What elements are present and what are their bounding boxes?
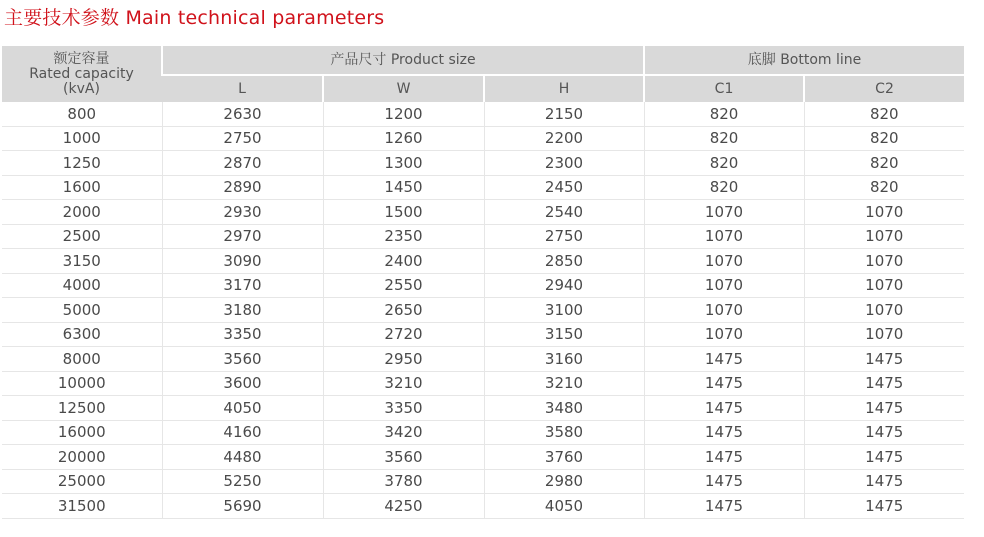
cell-c2: 1475: [804, 445, 964, 470]
cell-l: 3170: [162, 273, 323, 298]
table-row: [2, 273, 964, 298]
cell-c1: 1070: [644, 298, 804, 323]
cell-w: 1260: [323, 126, 484, 151]
cell-capacity: 800: [2, 102, 162, 126]
cell-capacity: 8000: [2, 347, 162, 372]
cell-l: 3600: [162, 371, 323, 396]
column-header-h: H: [484, 75, 644, 102]
cell-h: 3150: [484, 322, 644, 347]
cell-h: 3580: [484, 420, 644, 445]
cell-w: 1300: [323, 151, 484, 176]
cell-c1: 1070: [644, 249, 804, 274]
parameters-table: [2, 46, 964, 519]
cell-l: 4160: [162, 420, 323, 445]
cell-c2: 1070: [804, 224, 964, 249]
rated-capacity-header: [2, 46, 162, 102]
table-row: [2, 347, 964, 372]
cell-c2: 1070: [804, 322, 964, 347]
cell-w: 2350: [323, 224, 484, 249]
cell-c1: 1070: [644, 273, 804, 298]
column-header-l: L: [162, 75, 323, 102]
cell-c2: 1070: [804, 200, 964, 225]
table-row: [2, 396, 964, 421]
cell-c1: 1475: [644, 420, 804, 445]
cell-w: 3350: [323, 396, 484, 421]
table-row: [2, 126, 964, 151]
cell-capacity: 5000: [2, 298, 162, 323]
cell-c2: 1475: [804, 396, 964, 421]
cell-w: 2650: [323, 298, 484, 323]
cell-c1: 820: [644, 151, 804, 176]
cell-w: 3420: [323, 420, 484, 445]
cell-h: 2200: [484, 126, 644, 151]
rated-capacity-header-unit: (kvA): [63, 80, 100, 97]
product-size-header: 产品尺寸 Product size: [162, 46, 644, 75]
rated-capacity-header-en: Rated capacity: [29, 65, 134, 82]
cell-h: 2150: [484, 102, 644, 126]
cell-w: 1200: [323, 102, 484, 126]
table-row: [2, 420, 964, 445]
cell-l: 3180: [162, 298, 323, 323]
cell-capacity: 1250: [2, 151, 162, 176]
cell-c2: 1475: [804, 494, 964, 519]
column-header-c1: C1: [644, 75, 804, 102]
table-row: [2, 371, 964, 396]
cell-c1: 1070: [644, 322, 804, 347]
cell-h: 3160: [484, 347, 644, 372]
cell-c2: 1475: [804, 420, 964, 445]
cell-h: 2850: [484, 249, 644, 274]
cell-capacity: 1000: [2, 126, 162, 151]
cell-l: 2750: [162, 126, 323, 151]
cell-c1: 1475: [644, 371, 804, 396]
cell-c2: 1475: [804, 371, 964, 396]
cell-h: 2750: [484, 224, 644, 249]
cell-capacity: 12500: [2, 396, 162, 421]
cell-h: 3100: [484, 298, 644, 323]
cell-l: 2890: [162, 175, 323, 200]
cell-c1: 1475: [644, 445, 804, 470]
cell-c1: 1475: [644, 494, 804, 519]
cell-c2: 1070: [804, 249, 964, 274]
cell-c1: 1475: [644, 469, 804, 494]
cell-w: 2950: [323, 347, 484, 372]
cell-w: 2720: [323, 322, 484, 347]
cell-h: 2540: [484, 200, 644, 225]
cell-capacity: 3150: [2, 249, 162, 274]
cell-capacity: 25000: [2, 469, 162, 494]
cell-l: 5690: [162, 494, 323, 519]
cell-l: 2630: [162, 102, 323, 126]
table-row: [2, 469, 964, 494]
cell-capacity: 20000: [2, 445, 162, 470]
table-body: [2, 102, 964, 518]
cell-capacity: 4000: [2, 273, 162, 298]
cell-c2: 820: [804, 175, 964, 200]
table-row: [2, 200, 964, 225]
table-row: [2, 322, 964, 347]
cell-l: 3350: [162, 322, 323, 347]
cell-l: 2970: [162, 224, 323, 249]
cell-h: 4050: [484, 494, 644, 519]
cell-c1: 820: [644, 102, 804, 126]
rated-capacity-header-cn: 额定容量: [53, 50, 110, 67]
cell-capacity: 10000: [2, 371, 162, 396]
cell-w: 1500: [323, 200, 484, 225]
cell-c1: 1070: [644, 200, 804, 225]
cell-l: 4050: [162, 396, 323, 421]
cell-w: 3780: [323, 469, 484, 494]
cell-c1: 1070: [644, 224, 804, 249]
cell-capacity: 31500: [2, 494, 162, 519]
cell-h: 2300: [484, 151, 644, 176]
cell-capacity: 2000: [2, 200, 162, 225]
cell-capacity: 2500: [2, 224, 162, 249]
cell-w: 3210: [323, 371, 484, 396]
table-row: [2, 298, 964, 323]
cell-h: 3210: [484, 371, 644, 396]
cell-c2: 1475: [804, 347, 964, 372]
table-row: [2, 175, 964, 200]
cell-h: 2980: [484, 469, 644, 494]
table-row: [2, 494, 964, 519]
cell-w: 3560: [323, 445, 484, 470]
cell-capacity: 1600: [2, 175, 162, 200]
cell-c2: 820: [804, 102, 964, 126]
cell-l: 3560: [162, 347, 323, 372]
cell-l: 2930: [162, 200, 323, 225]
cell-h: 3480: [484, 396, 644, 421]
cell-c1: 1475: [644, 396, 804, 421]
cell-c1: 1475: [644, 347, 804, 372]
page-title: 主要技术参数 Main technical parameters: [4, 7, 385, 29]
cell-h: 2940: [484, 273, 644, 298]
cell-c2: 820: [804, 126, 964, 151]
table-row: [2, 445, 964, 470]
cell-capacity: 6300: [2, 322, 162, 347]
cell-h: 3760: [484, 445, 644, 470]
table-header-row: [2, 46, 964, 75]
cell-w: 4250: [323, 494, 484, 519]
cell-c1: 820: [644, 175, 804, 200]
cell-w: 2550: [323, 273, 484, 298]
cell-c1: 820: [644, 126, 804, 151]
table-row: [2, 224, 964, 249]
cell-capacity: 16000: [2, 420, 162, 445]
cell-c2: 1070: [804, 273, 964, 298]
cell-w: 1450: [323, 175, 484, 200]
table-row: [2, 102, 964, 126]
cell-l: 3090: [162, 249, 323, 274]
cell-w: 2400: [323, 249, 484, 274]
cell-c2: 820: [804, 151, 964, 176]
cell-l: 5250: [162, 469, 323, 494]
column-header-w: W: [323, 75, 484, 102]
cell-l: 4480: [162, 445, 323, 470]
cell-h: 2450: [484, 175, 644, 200]
column-header-c2: C2: [804, 75, 964, 102]
cell-c2: 1070: [804, 298, 964, 323]
table-row: [2, 151, 964, 176]
bottom-line-header: 底脚 Bottom line: [644, 46, 964, 75]
table-row: [2, 249, 964, 274]
cell-c2: 1475: [804, 469, 964, 494]
cell-l: 2870: [162, 151, 323, 176]
